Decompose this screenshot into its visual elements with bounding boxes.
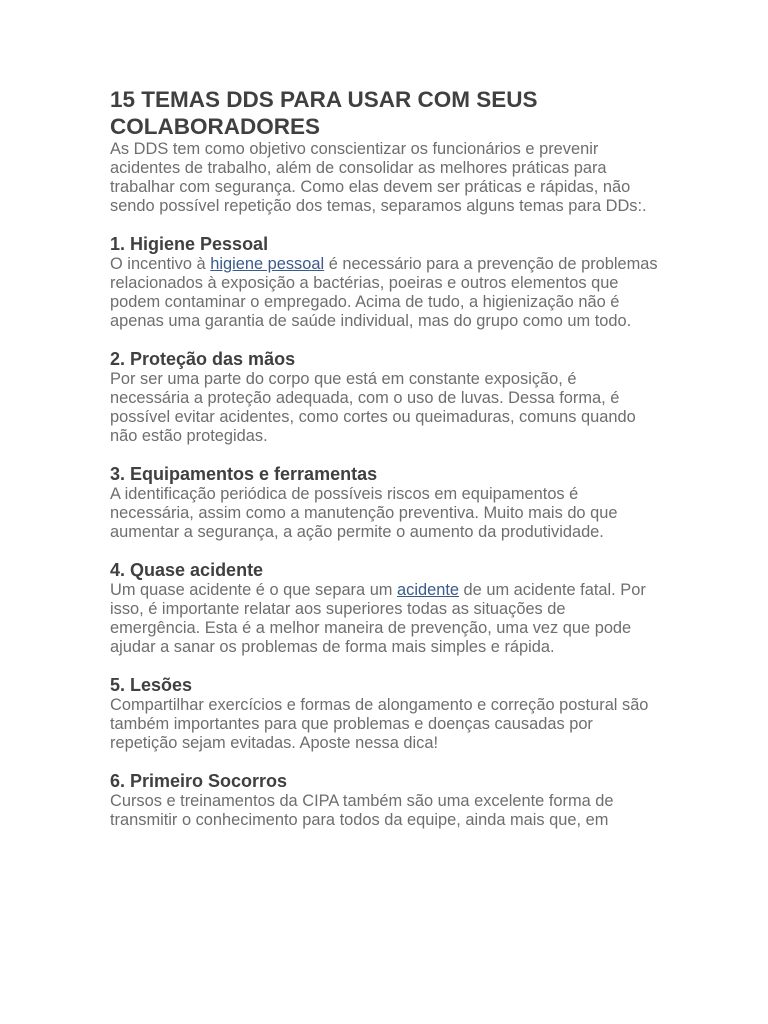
section-text-primeiro-socorros: Cursos e treinamentos da CIPA também são uma excelente forma de transmitir o conhecimento para todos da equipe, ainda mais que, em bbox=[110, 792, 614, 829]
section-heading-equipamentos: 3. Equipamentos e ferramentas bbox=[110, 464, 378, 484]
section-heading-higiene-pessoal: 1. Higiene Pessoal bbox=[110, 234, 269, 254]
section-text-higiene-pessoal bbox=[110, 255, 658, 331]
section-text-quase-acidente bbox=[110, 581, 658, 657]
section-text-part: Um quase acidente é o que separa um bbox=[110, 581, 398, 599]
higiene-pessoal-link[interactable]: higiene pessoal bbox=[210, 255, 325, 273]
section-text-equipamentos: A identificação periódica de possíveis riscos em equipamentos é necessária, assim como a manutenção preventiva. Muito mais do que aumentar a segurança, a ação permite o aumento da produtividade. bbox=[110, 485, 618, 541]
section-text-part: O incentivo à bbox=[110, 255, 211, 273]
intro-paragraph: As DDS tem como objetivo conscientizar os funcionários e prevenir acidentes de trabalho, além de consolidar as melhores práticas para trabalhar com segurança. Como elas devem ser práticas e rápidas, não sendo possível repetição dos temas, separamos alguns temas para DDs:. bbox=[110, 140, 647, 215]
page-title: 15 TEMAS DDS PARA USAR COM SEUS COLABORADORES bbox=[110, 87, 538, 139]
section-text-part: de um acidente fatal. Por isso, é importante relatar aos superiores todas as situações de emergência. Esta é a melhor maneira de prevenção, uma vez que pode ajudar a sanar os problemas de forma mais simples e rápida. bbox=[110, 581, 646, 656]
section-heading-quase-acidente: 4. Quase acidente bbox=[110, 560, 264, 580]
section-text-part: é necessário para a prevenção de problemas relacionados à exposição a bactérias, poeiras e outros elementos que podem contaminar o empregado. Acima de tudo, a higienização não é apenas uma garantia de saúde individual, mas do grupo como um todo. bbox=[110, 255, 658, 330]
section-heading-primeiro-socorros: 6. Primeiro Socorros bbox=[110, 771, 288, 791]
section-heading-protecao-maos: 2. Proteção das mãos bbox=[110, 349, 296, 369]
section-text-lesoes: Compartilhar exercícios e formas de alongamento e correção postural são também importantes para que problemas e doenças causadas por repetição sejam evitadas. Aposte nessa dica! bbox=[110, 696, 649, 752]
document-page bbox=[110, 86, 658, 830]
section-heading-lesoes: 5. Lesões bbox=[110, 675, 193, 695]
section-text-protecao-maos: Por ser uma parte do corpo que está em constante exposição, é necessária a proteção adequada, com o uso de luvas. Dessa forma, é possível evitar acidentes, como cortes ou queimaduras, comuns quando não estão protegidas. bbox=[110, 370, 636, 445]
acidente-link[interactable]: acidente bbox=[397, 581, 459, 599]
